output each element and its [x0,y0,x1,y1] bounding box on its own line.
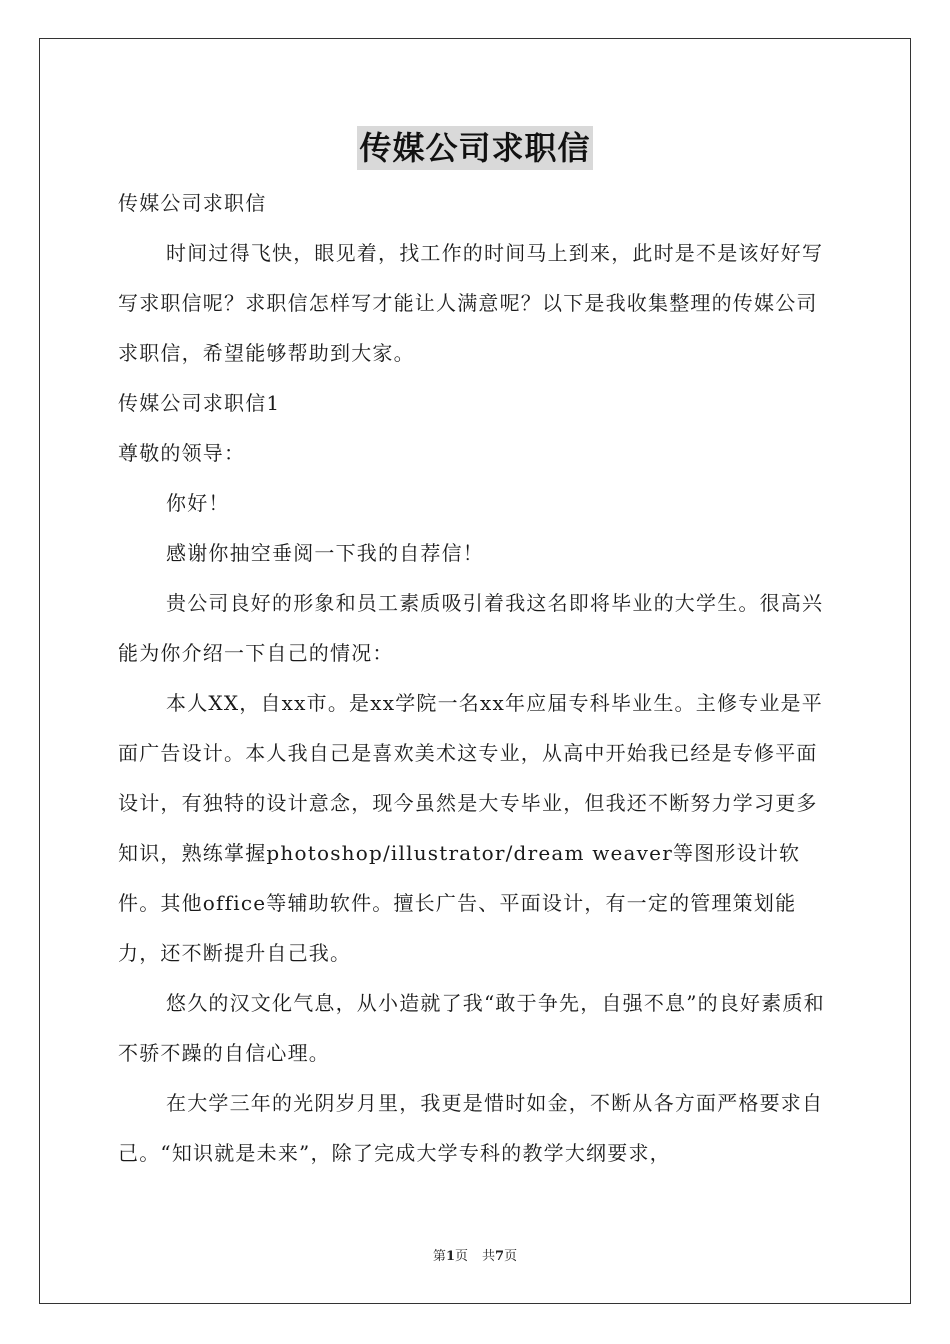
paragraph: 尊敬的领导： [118,441,246,465]
paragraph: 传媒公司求职信1 [118,391,281,415]
page-footer [0,1247,950,1267]
paragraph: 你好！ [166,491,230,515]
page-number-current: 1 [445,1249,455,1264]
paragraph: 本人XX，自xx市。是xx学院一名xx年应届专科毕业生。主修专业是平面广告设计。本人我自己是喜欢美术这专业，从高中开始我已经是专修平面设计，有独特的设计意念，现今虽然是大专毕业，但我还不断努力学习更多知识，熟练掌握photoshop/illustrator/dream weaver等图形设计软件。其他office等辅助软件。擅长广告、平面设计，有一定的管理策划能力，还不断提升自己我。 [118,691,823,965]
document-title: 传媒公司求职信 [357,126,592,170]
page-number-prefix: 第 [432,1249,446,1264]
page-number-suffix: 页 [454,1249,468,1264]
paragraph: 时间过得飞快，眼见着，找工作的时间马上到来，此时是不是该好好写写求职信呢？求职信怎样写才能让人满意呢？以下是我收集整理的传媒公司求职信，希望能够帮助到大家。 [118,241,824,365]
page-total-count: 7 [495,1249,505,1264]
page-total-suffix: 页 [504,1249,518,1264]
paragraph: 传媒公司求职信 [118,191,267,215]
paragraph: 感谢你抽空垂阅一下我的自荐信！ [166,541,484,565]
title-container [0,126,950,170]
paragraph: 在大学三年的光阴岁月里，我更是惜时如金，不断从各方面严格要求自己。“知识就是未来”，除了完成大学专科的教学大纲要求， [118,1091,824,1165]
paragraph: 悠久的汉文化气息，从小造就了我“敢于争先，自强不息”的良好素质和不骄不躁的自信心理。 [118,991,825,1065]
document-body [118,178,838,1178]
paragraph: 贵公司良好的形象和员工素质吸引着我这名即将毕业的大学生。很高兴能为你介绍一下自己的情况： [118,591,824,665]
page-total-prefix: 共 [482,1249,496,1264]
